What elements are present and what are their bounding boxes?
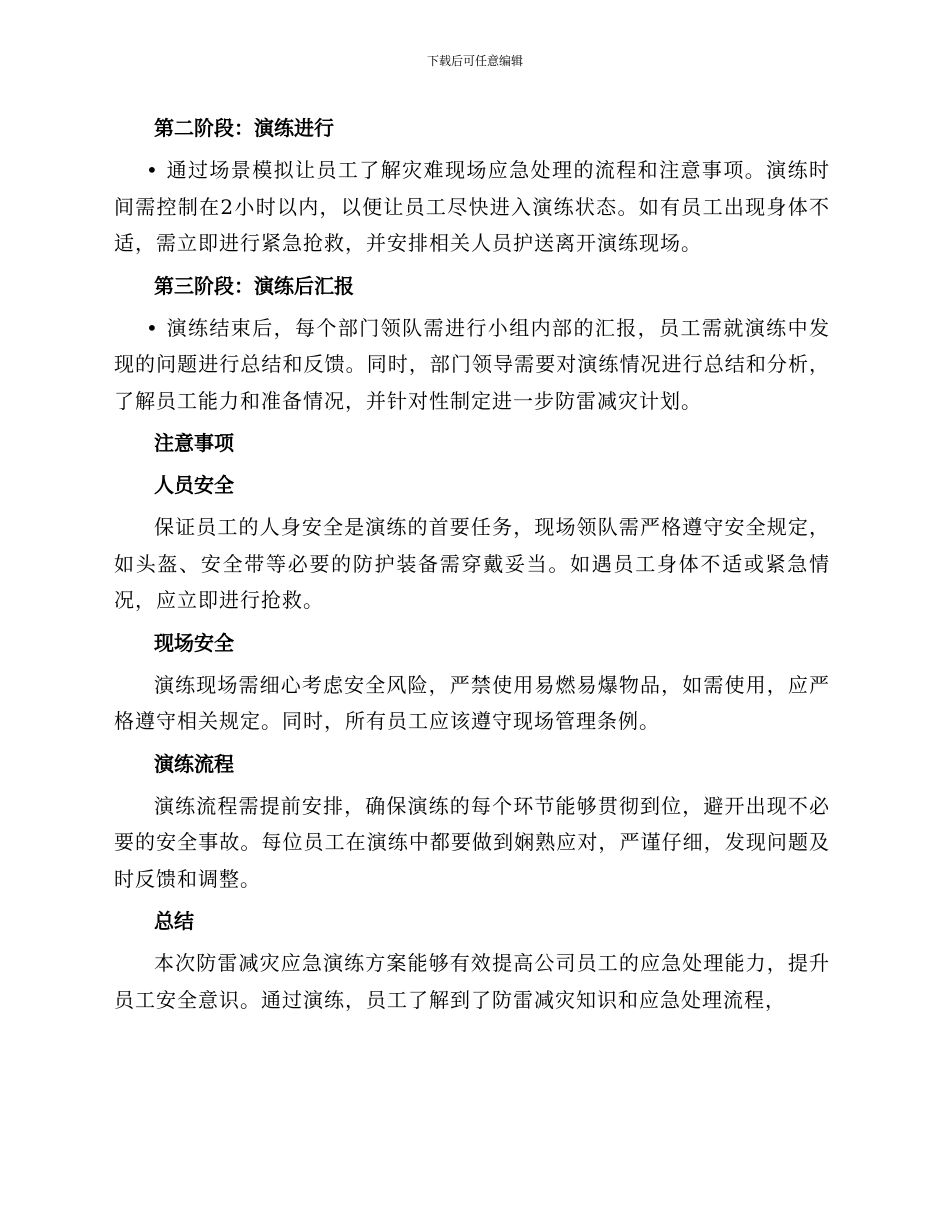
section-heading-personnel-safety: 人员安全: [154, 473, 234, 497]
section-heading-site-safety: 现场安全: [154, 630, 234, 655]
paragraph-drill-process: 演练流程需提前安排，确保演练的每个环节能够贯彻到位，避开出现不必要的安全事故。每位员工在演练中都要做到娴熟应对，严谨仔细，发现问题及时反馈和调整。: [114, 793, 830, 891]
section-heading-drill-process: 演练流程: [154, 751, 234, 776]
section-heading-stage-two: 第二阶段：演练进行: [154, 116, 334, 140]
paragraph-personnel-safety: 保证员工的人身安全是演练的首要任务，现场领队需严格遵守安全规定，如头盔、安全带等必要的防护装备需穿戴妥当。如遇员工身体不适或紧急情况，应立即进行抢救。: [114, 515, 830, 612]
paragraph-stage-two: • 通过场景模拟让员工了解灾难现场应急处理的流程和注意事项。演练时间需控制在2小时以内，以便让员工尽快进入演练状态。如有员工出现身体不适，需立即进行紧急抢救，并安排相关人员护送离开演练现场。: [114, 158, 830, 255]
paragraph-site-safety: 演练现场需细心考虑安全风险，严禁使用易燃易爆物品，如需使用，应严格遵守相关规定。同时，所有员工应该遵守现场管理条例。: [114, 672, 830, 733]
section-heading-stage-three: 第三阶段：演练后汇报: [154, 273, 354, 298]
page-header: 下载后可任意编辑: [426, 54, 523, 68]
section-heading-summary: 总结: [154, 909, 194, 933]
section-heading-precautions: 注意事项: [154, 431, 234, 455]
paragraph-stage-three: • 演练结束后，每个部门领队需进行小组内部的汇报，员工需就演练中发现的问题进行总结和反馈。同时，部门领导需要对演练情况进行总结和分析，了解员工能力和准备情况，并针对性制定进一步防雷减灾计划。: [114, 315, 830, 413]
paragraph-summary: 本次防雷减灾应急演练方案能够有效提高公司员工的应急处理能力，提升员工安全意识。通过演练，员工了解到了防雷减灾知识和应急处理流程，: [114, 951, 830, 1012]
document-body: [114, 110, 830, 1024]
